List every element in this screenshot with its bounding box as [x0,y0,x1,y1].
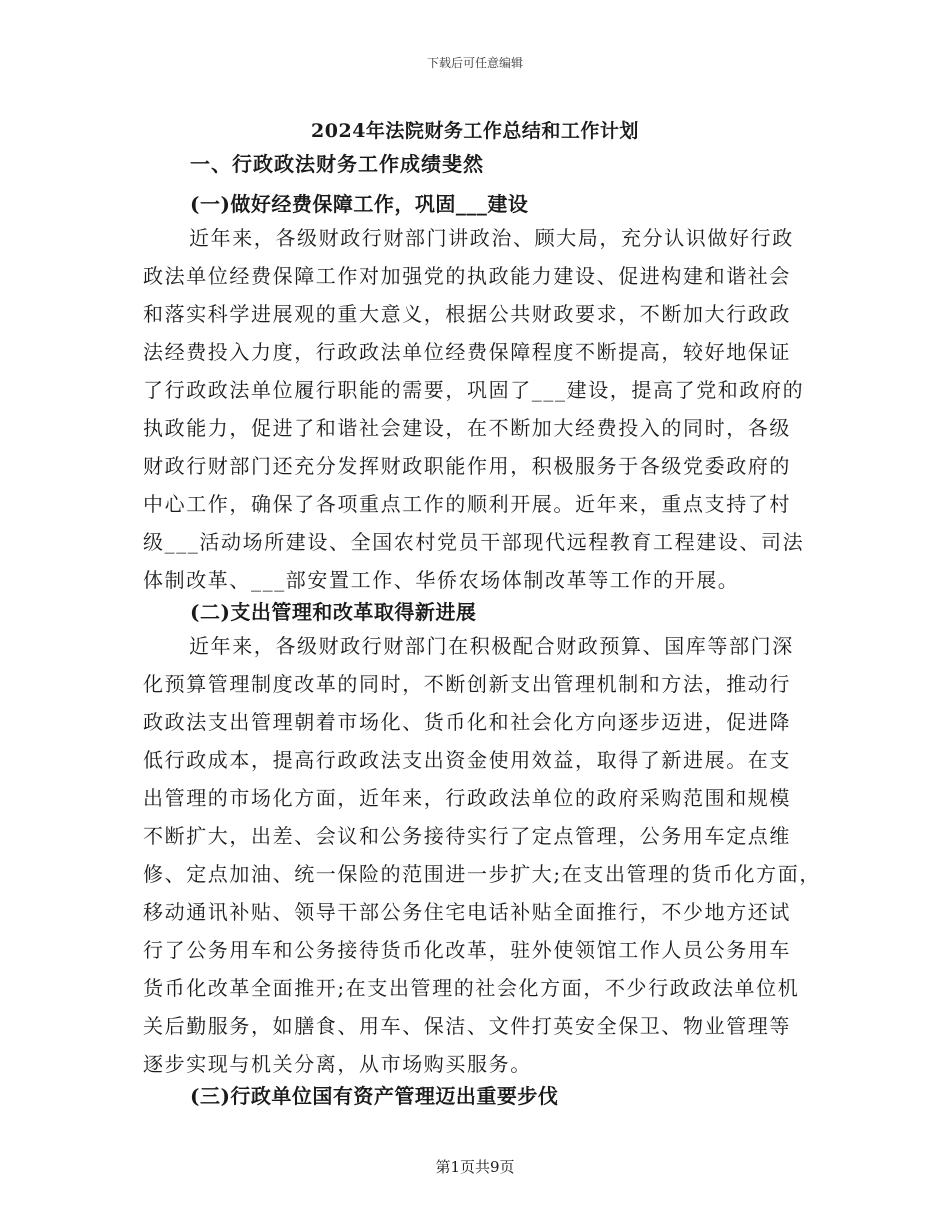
sub-heading-1: (一)做好经费保障工作，巩固___建设 [190,192,529,216]
paragraph-1-line: 体制改革、___部安置工作、华侨农场体制改革等工作的开展。 [143,568,740,592]
paragraph-1-line: 执政能力，促进了和谐社会建设，在不断加大经费投入的同时，各级 [143,416,791,440]
paragraph-1-line: 中心工作，确保了各项重点工作的顺利开展。近年来，重点支持了村 [143,492,791,516]
paragraph-2-line: 货币化改革全面推开;在支出管理的社会化方面，不少行政政法单位机 [143,976,800,1000]
paragraph-2-line: 移动通讯补贴、领导干部公务住宅电话补贴全面推行，不少地方还试 [143,900,791,924]
section-heading-1: 一、行政政法财务工作成绩斐然 [190,152,484,176]
paragraph-2-line: 近年来，各级财政行财部门在积极配合财政预算、国库等部门深 [189,634,794,658]
paragraph-1-line: 政法单位经费保障工作对加强党的执政能力建设、促进构建和谐社会 [143,264,791,288]
paragraph-1-line: 了行政政法单位履行职能的需要，巩固了___建设，提高了党和政府的 [143,378,805,402]
paragraph-1-line: 财政行财部门还充分发挥财政职能作用，积极服务于各级党委政府的 [143,454,791,478]
paragraph-2-line: 关后勤服务，如膳食、用车、保洁、文件打英安全保卫、物业管理等 [143,1014,791,1038]
paragraph-2-line: 化预算管理制度改革的同时，不断创新支出管理机制和方法，推动行 [143,672,791,696]
paragraph-1-line: 级___活动场所建设、全国农村党员干部现代远程教育工程建设、司法 [143,530,805,554]
page-number: 第1页共9页 [435,1158,515,1176]
paragraph-2-line: 低行政成本，提高行政政法支出资金使用效益，取得了新进展。在支 [143,748,791,772]
sub-heading-3: (三)行政单位国有资产管理迈出重要步伐 [190,1084,559,1108]
document-title: 2024年法院财务工作总结和工作计划 [311,120,639,142]
paragraph-1-line: 近年来，各级财政行财部门讲政治、顾大局，充分认识做好行政 [189,226,794,250]
paragraph-2-line: 修、定点加油、统一保险的范围进一步扩大;在支出管理的货币化方面， [143,862,821,886]
paragraph-2-line: 行了公务用车和公务接待货币化改革，驻外使领馆工作人员公务用车 [143,938,791,962]
header-note: 下载后可任意编辑 [426,56,523,70]
paragraph-2-line: 不断扩大，出差、会议和公务接待实行了定点管理，公务用车定点维 [143,824,791,848]
sub-heading-2: (二)支出管理和改革取得新进展 [190,600,477,624]
paragraph-1-line: 和落实科学进展观的重大意义，根据公共财政要求，不断加大行政政 [143,302,791,326]
paragraph-1 [143,219,815,599]
paragraph-2-line: 出管理的市场化方面，近年来，行政政法单位的政府采购范围和规模 [143,786,791,810]
paragraph-1-line: 法经费投入力度，行政政法单位经费保障程度不断提高，较好地保证 [143,340,791,364]
paragraph-2-line: 逐步实现与机关分离，从市场购买服务。 [143,1052,532,1076]
paragraph-2 [143,627,821,1083]
paragraph-2-line: 政政法支出管理朝着市场化、货币化和社会化方向逐步迈进，促进降 [143,710,791,734]
